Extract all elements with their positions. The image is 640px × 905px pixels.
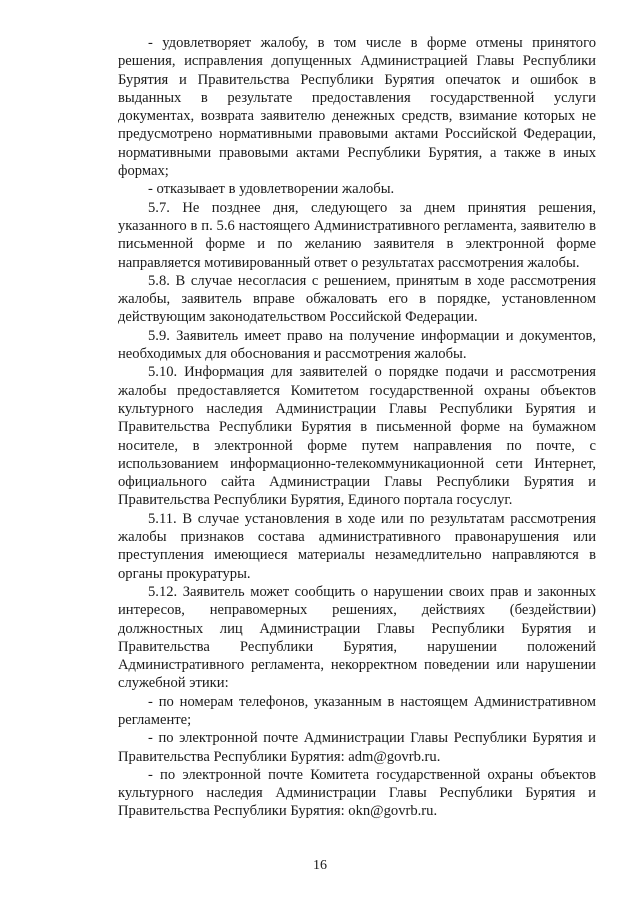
paragraph-5-8: 5.8. В случае несогласия с решением, принятым в ходе рассмотрения жалобы, заявитель вправе обжаловать его в порядке, установленном действующим законодательством Российской Федерации. (118, 272, 596, 326)
document-body (118, 34, 596, 821)
page-number: 16 (313, 858, 327, 873)
paragraph-by-phone: - по номерам телефонов, указанным в настоящем Административном регламенте; (118, 693, 596, 728)
paragraph-5-7: 5.7. Не позднее дня, следующего за днем принятия решения, указанного в п. 5.6 настоящего Административного регламента, заявителю в письменной форме и по желанию заявителя в электронной форме направляется мотивированный ответ о результатах рассмотрения жалобы. (118, 199, 596, 271)
paragraph-by-email-committee: - по электронной почте Комитета государственной охраны объектов культурного наследия Администрации Главы Республики Бурятия и Правительства Республики Бурятия: okn@govrb.ru. (118, 766, 596, 820)
paragraph-5-12: 5.12. Заявитель может сообщить о нарушении своих прав и законных интересов, неправомерных решениях, действиях (бездействии) должностных лиц Администрации Главы Республики Бурятия и Правительства Республики Бурятия, нарушении положений Административного регламента, некорректном поведении или нарушении служебной этики: (118, 583, 596, 692)
paragraph-5-10: 5.10. Информация для заявителей о порядке подачи и рассмотрения жалобы предоставляется Комитетом государственной охраны объектов культурного наследия Администрации Главы Республики Бурятия и Правительства Республики Бурятия в письменной форме на бумажном носителе, в электронной форме путем направления по почте, с использованием информационно-телекоммуникационной сети Интернет, официального сайта Администрации Главы Республики Бурятия и Правительства Республики Бурятия, Единого портала госуслуг. (118, 364, 596, 509)
paragraph-5-9: 5.9. Заявитель имеет право на получение информации и документов, необходимых для обоснования и рассмотрения жалобы. (118, 327, 596, 363)
paragraph-by-email-administration: - по электронной почте Администрации Главы Республики Бурятия и Правительства Республики Бурятия: adm@govrb.ru. (118, 730, 596, 765)
paragraph-satisfy-complaint: - удовлетворяет жалобу, в том числе в форме отмены принятого решения, исправления допущенных Администрацией Главы Республики Бурятия и Правительства Республики Бурятия опечаток и ошибок в выданных в результате предоставления государственной услуги документах, возврата заявителю денежных средств, взимание которых не предусмотрено нормативными правовыми актами Российской Федерации, нормативными правовыми актами Республики Бурятия, а также в иных формах; (118, 35, 596, 180)
paragraph-refuse-complaint: - отказывает в удовлетворении жалобы. (148, 181, 395, 198)
paragraph-5-11: 5.11. В случае установления в ходе или по результатам рассмотрения жалобы признаков состава административного правонарушения или преступления имеющиеся материалы незамедлительно направляются в органы прокуратуры. (118, 510, 596, 582)
